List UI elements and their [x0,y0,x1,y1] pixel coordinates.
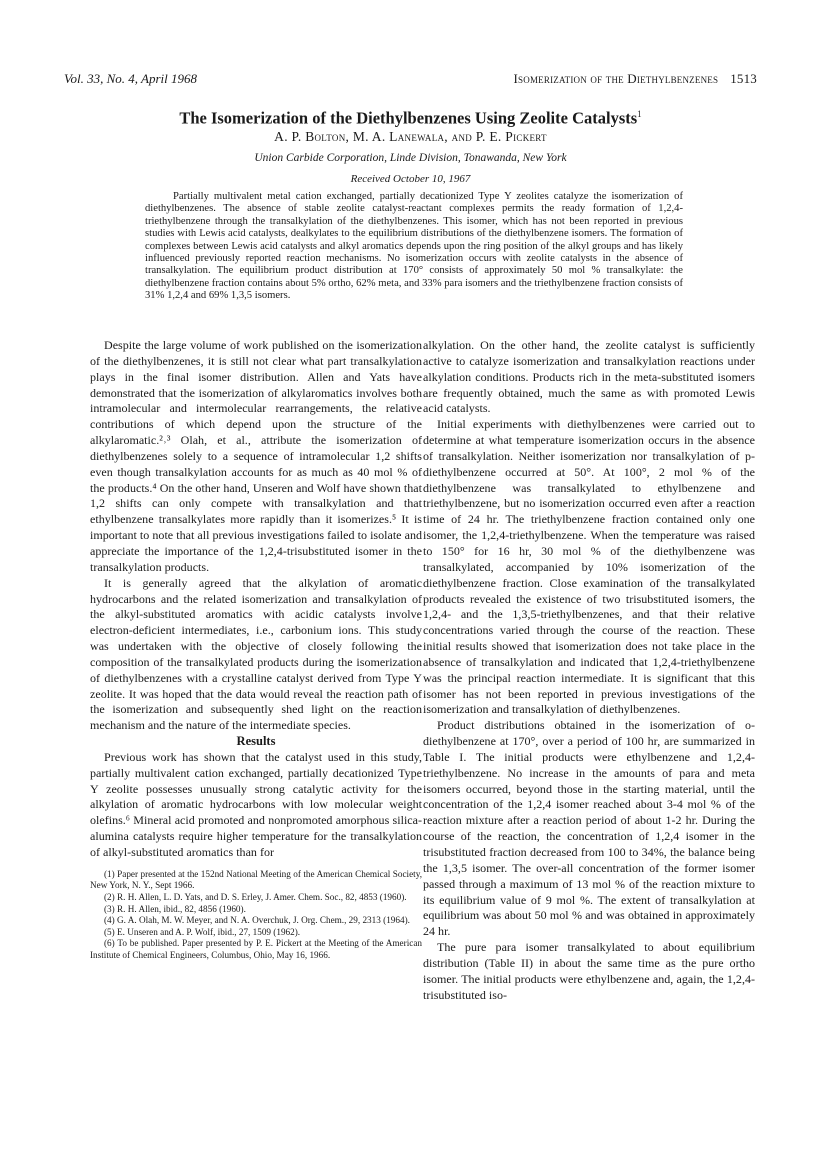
footnote: (5) E. Unseren and A. P. Wolf, ibid., 27, 1509 (1962). [104,926,301,937]
running-head [64,70,757,88]
running-title [514,70,757,88]
left-column [90,338,422,962]
footnote: (6) To be published. Paper presented by P. E. Pickert at the Meeting of the American Institute of Chemical Engineers, Columbus, Ohio, May 16, 1966. [90,938,422,960]
footnote: (3) R. H. Allen, ibid., 82, 4856 (1960). [104,903,246,914]
abstract: Partially multivalent metal cation exchanged, partially decationized Type Y zeolites catalyze the isomerization of diethylbenzenes. The absence of stable zeolite catalyst-reactant complexes permits the ready formation of 1,2,4-triethylbenzene through the transalkylation of the diethylbenzenes. This isomer, which has not been reported in previous studies with Lewis acid catalysts, dealkylates to the equilibrium distributions of the diethylbenzene isomers. The formation of complexes between Lewis acid catalysts and alkyl aromatics depends upon the ring position of the alkyl groups and has likely influenced previously reported reaction mechanisms. No isomerization occurs with zeolite catalysts in the absence of transalkylation. The equilibrium product distribution at 170° consists of approximately 50 mol % transalkylate: the diethylbenzene fraction contains about 5% ortho, 62% meta, and 33% para isomers and the triethylbenzene fraction consists of 31% 1,2,4 and 69% 1,3,5 isomers. [145,191,683,302]
body-paragraph: The pure para isomer transalkylated to about equilibrium distribution (Table II) in about the same time as the pure ortho isomer. The initial products were ethylbenzene and, again, the 1,2,4-trisubstituted iso- [423,940,755,1002]
body-paragraph: Initial experiments with diethylbenzenes were carried out to determine at what temperature isomerization occurs in the absence of transalkylation. Neither isomerization nor transalkylation of p-diethylbenzene occurred at 50°. At 100°, 2 mol % of the diethylbenzene was transalkylated to ethylbenzene and triethylbenzene, but no isomerization occurred even after a reaction time of 24 hr. The triethylbenzene fraction contained only one isomer, the 1,2,4-triethylbenzene. When the temperature was raised to 150° for 16 hr, 30 mol % of the diethylbenzene was transalkylated, accompanied by 10% isomerization of the diethylbenzene fraction. Close examination of the transalkylated products revealed the existence of two trisubstituted isomers, the 1,2,4- and the 1,3,5-triethylbenzenes, and that their relative concentrations varied through the course of the reaction. These initial results showed that isomerization does not take place in the absence of transalkylation and indicated that 1,2,4-triethylbenzene was the principal reaction intermediate. It is significant that this isomer has not been reported in previous investigations of the isomerization and transalkylation of diethylbenzenes. [423,417,755,717]
footnotes [90,869,422,962]
received-date: Received October 10, 1967 [350,173,471,185]
article-title [64,103,757,130]
body-paragraph: Previous work has shown that the catalyst used in this study, partially multivalent cation exchanged, partially decationized Type Y zeolite possesses unusually strong catalytic activity for the alkylation of aromatic hydrocarbons with low molecular weight olefins.⁶ Mineral acid promoted and nonpromoted amorphous silica-alumina catalysts require higher temperature for the transalkylation of alkyl-substituted aromatics than for [90,749,422,859]
page-number: 1513 [730,71,757,86]
title-footnote-marker: 1 [637,109,642,119]
footnote: (2) R. H. Allen, L. D. Yats, and D. S. Erley, J. Amer. Chem. Soc., 82, 4853 (1960). [104,892,407,903]
footnote: (4) G. A. Olah, M. W. Meyer, and N. A. Overchuk, J. Org. Chem., 29, 2313 (1964). [104,915,410,926]
article-title-text: The Isomerization of the Diethylbenzenes Using Zeolite Catalysts [179,108,638,128]
body-paragraph: Despite the large volume of work published on the isomerization of the diethylbenzenes, it is still not clear what part transalkylation plays in the final isomer distribution. Allen and Yats have demonstrated that the isomerization of alkylaromatics involves both intramolecular and intermolecular rearrangements, the relative contributions of which depend upon the structure of the alkylaromatic.²˒³ Olah, et al., attribute the isomerization of diethylbenzenes solely to a sequence of intramolecular 1,2 shifts even though transalkylation accounts for as much as 40 mol % of the products.⁴ On the other hand, Unseren and Wolf have shown that 1,2 shifts can only compete with transalkylation and that ethylbenzene transalkylates more rapidly than it isomerizes.⁵ It is important to note that all previous investigations failed to isolate and appreciate the importance of the 1,2,4-trisubstituted isomer in the transalkylation products. [90,338,422,574]
section-heading-results: Results [236,734,276,749]
right-column [423,338,755,1003]
body-paragraph: Product distributions obtained in the isomerization of o-diethylbenzene at 170°, over a period of 100 hr, are summarized in Table I. The initial products were ethylbenzene and 1,2,4-triethylbenzene. No increase in the amounts of para and meta isomers occurred, beyond those in the starting material, until the concentration of the 1,2,4 isomer reached about 3-4 mol % of the reaction mixture after a reaction period of about 1-2 hr. During the course of the reaction, the concentration of 1,2,4 isomer in the trisubstituted fraction decreased from 100 to 34%, the balance being the 1,3,5 isomer. The over-all concentration of the former isomer passed through a maximum of 13 mol % of the reaction mixture to its equilibrium value of 9 mol %. The extent of transalkylation at equilibrium was about 50 mol % and was obtained in approximately 24 hr. [423,718,755,939]
running-title-text: Isomerization of the Diethylbenzenes [513,71,719,86]
body-paragraph: alkylation. On the other hand, the zeolite catalyst is sufficiently active to catalyze isomerization and transalkylation reactions under alkylation conditions. Products rich in the meta-substituted isomers are frequently obtained, much the same as with promoted Lewis acid catalysts. [423,338,755,416]
body-paragraph: It is generally agreed that the alkylation of aromatic hydrocarbons and the related isomerization and transalkylation of the alkyl-substituted aromatics with acidic catalysts involve electron-deficient intermediates, i.e., carbonium ions. This study was undertaken with the objective of closely following the composition of the transalkylated products during the isomerization of diethylbenzenes with a crystalline catalyst derived from Type Y zeolite. It was hoped that the data would reveal the reaction path of the isomerization and subsequently shed light on the reaction mechanism and the nature of the intermediate species. [90,575,422,733]
footnote: (1) Paper presented at the 152nd National Meeting of the American Chemical Society, New York, N. Y., Sept 1966. [90,868,422,891]
authors: A. P. Bolton, M. A. Lanewala, and P. E. Pickert [274,129,547,144]
affiliation: Union Carbide Corporation, Linde Division, Tonawanda, New York [254,152,567,164]
journal-volume-issue: Vol. 33, No. 4, April 1968 [64,71,198,86]
